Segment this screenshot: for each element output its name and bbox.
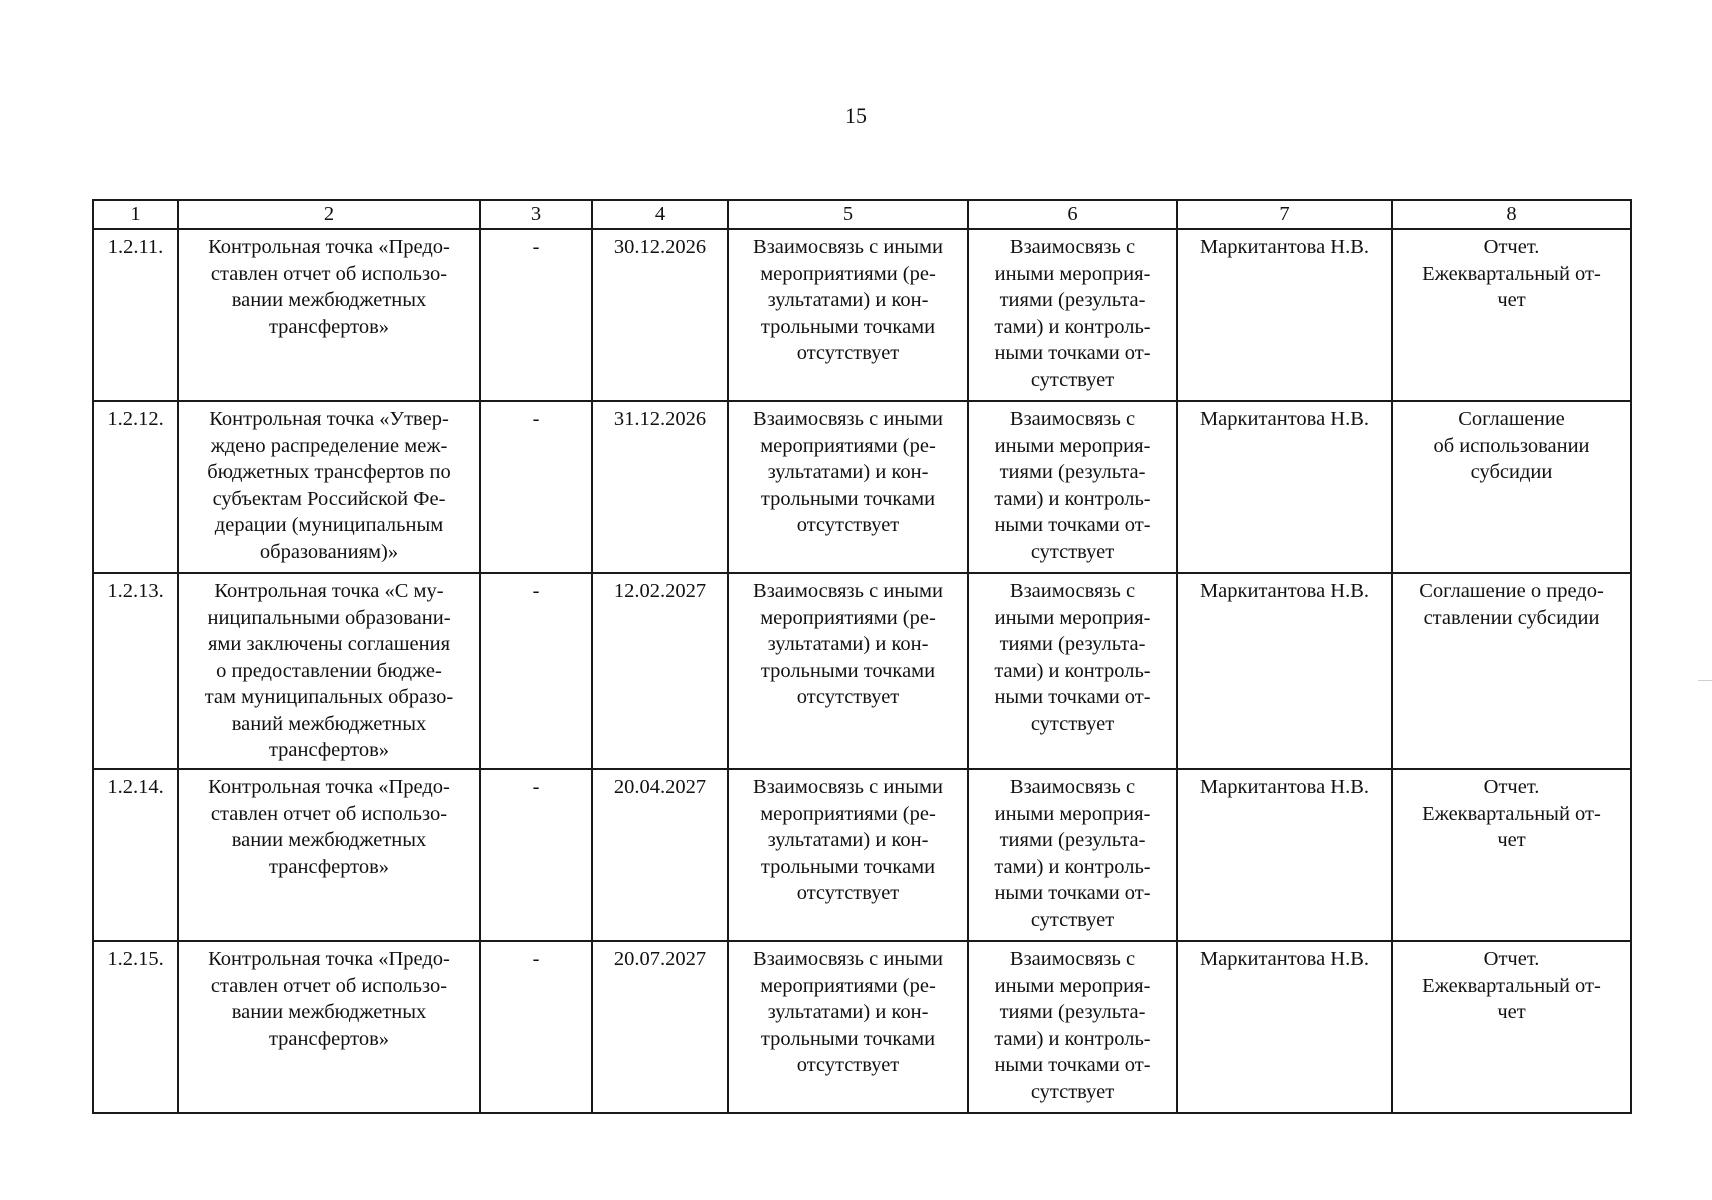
column-3-value: - — [480, 941, 592, 1113]
relation-results-line: Взаимосвязь с — [1009, 948, 1136, 970]
relation-results-line: сутствует — [1030, 712, 1115, 735]
relation-results-line: Взаимосвязь с — [1009, 236, 1136, 258]
due-date: 20.07.2027 — [592, 941, 728, 1113]
responsible-person: Маркитантова Н.В. — [1177, 573, 1392, 769]
table-header-row — [93, 200, 1631, 229]
relation-results-line: тами) и контроль- — [994, 1027, 1151, 1050]
item-name-line: трансфертов» — [268, 739, 390, 761]
result-document — [1392, 941, 1631, 1113]
column-3-value: - — [480, 401, 592, 573]
result-document-line: субсидии — [1470, 461, 1553, 483]
relation-results-line: ными точками от- — [994, 342, 1151, 364]
relation-results-line: тами) и контроль- — [994, 487, 1151, 510]
relation-measures-line: трольными точками — [760, 659, 936, 682]
relation-results-line: иными мероприя- — [994, 434, 1151, 457]
relation-measures-line: мероприятиями (ре- — [760, 606, 936, 629]
item-name-line: дерации (муниципальным — [214, 514, 444, 536]
relation-results-line: иными мероприя- — [994, 974, 1151, 997]
header-col-1: 1 — [93, 200, 178, 229]
relation-measures-line: отсутствует — [796, 1054, 900, 1076]
header-col-3: 3 — [480, 200, 592, 229]
item-name-line: Контрольная точка «Утвер- — [209, 408, 449, 430]
due-date: 31.12.2026 — [592, 401, 728, 573]
relation-results-line: иными мероприя- — [994, 802, 1151, 825]
item-name-line: вании межбюджетных — [231, 289, 427, 311]
relation-measures — [728, 769, 968, 941]
header-col-5: 5 — [728, 200, 968, 229]
table-row — [93, 769, 1631, 941]
result-document — [1392, 769, 1631, 941]
item-name — [178, 401, 480, 573]
result-document — [1392, 401, 1631, 573]
result-document-line: ставлении субсидии — [1423, 606, 1600, 629]
relation-results-line: Взаимосвязь с — [1009, 580, 1136, 602]
relation-results-line: тами) и контроль- — [994, 315, 1151, 338]
relation-measures — [728, 573, 968, 769]
relation-measures-line: Взаимосвязь с иными — [753, 236, 943, 258]
relation-results-line: тиями (результа- — [999, 633, 1146, 655]
item-name — [178, 573, 480, 769]
result-document-line: Ежеквартальный от- — [1422, 262, 1601, 285]
item-name — [178, 769, 480, 941]
result-document-line: Ежеквартальный от- — [1422, 802, 1601, 825]
result-document-line: чет — [1497, 289, 1526, 311]
relation-measures-line: Взаимосвязь с иными — [753, 776, 943, 798]
item-name-line: вании межбюджетных — [231, 1001, 427, 1023]
header-col-4: 4 — [592, 200, 728, 229]
column-3-value: - — [480, 229, 592, 401]
relation-results-line: Взаимосвязь с — [1009, 408, 1136, 430]
relation-results-line: иными мероприя- — [994, 262, 1151, 285]
item-number: 1.2.11. — [93, 229, 178, 401]
relation-results — [968, 941, 1177, 1113]
item-name-line: ниципальными образовани- — [207, 606, 451, 629]
relation-results — [968, 229, 1177, 401]
item-name-line: вании межбюджетных — [231, 829, 427, 851]
relation-results-line: иными мероприя- — [994, 606, 1151, 629]
header-col-7: 7 — [1177, 200, 1392, 229]
relation-measures-line: трольными точками — [760, 487, 936, 510]
item-name-line: бюджетных трансфертов по — [207, 461, 451, 483]
item-name-line: образованиям)» — [259, 540, 399, 563]
result-document-line: Отчет. — [1483, 776, 1540, 798]
responsible-person: Маркитантова Н.В. — [1177, 769, 1392, 941]
item-name — [178, 229, 480, 401]
column-3-value: - — [480, 573, 592, 769]
result-document-line: чет — [1497, 829, 1526, 851]
relation-measures-line: зультатами) и кон- — [767, 633, 929, 655]
relation-measures-line: Взаимосвязь с иными — [753, 948, 943, 970]
result-document-line: Отчет. — [1483, 948, 1540, 970]
table-body — [93, 229, 1631, 1113]
table-row — [93, 229, 1631, 401]
item-number: 1.2.13. — [93, 573, 178, 769]
item-name-line: ждено распределение меж- — [210, 434, 448, 457]
relation-results-line: тиями (результа- — [999, 289, 1146, 311]
responsible-person: Маркитантова Н.В. — [1177, 229, 1392, 401]
relation-measures-line: трольными точками — [760, 855, 936, 878]
item-name-line: Контрольная точка «Предо- — [208, 776, 450, 798]
due-date: 30.12.2026 — [592, 229, 728, 401]
relation-results-line: ными точками от- — [994, 1054, 1151, 1076]
relation-measures-line: зультатами) и кон- — [767, 829, 929, 851]
relation-measures-line: отсутствует — [796, 342, 900, 364]
relation-measures-line: трольными точками — [760, 315, 936, 338]
header-col-2: 2 — [178, 200, 480, 229]
relation-results-line: сутствует — [1030, 1080, 1115, 1103]
result-document-line: Соглашение о предо- — [1419, 580, 1604, 602]
result-document-line: чет — [1497, 1001, 1526, 1023]
item-name-line: о предоставлении бюдже- — [216, 659, 442, 682]
relation-results-line: тиями (результа- — [999, 461, 1146, 483]
item-name-line: Контрольная точка «Предо- — [208, 948, 450, 970]
result-document-line: Ежеквартальный от- — [1422, 974, 1601, 997]
item-number: 1.2.15. — [93, 941, 178, 1113]
relation-measures-line: Взаимосвязь с иными — [753, 408, 943, 430]
responsible-person: Маркитантова Н.В. — [1177, 401, 1392, 573]
relation-results — [968, 573, 1177, 769]
relation-results-line: сутствует — [1030, 540, 1115, 563]
relation-results — [968, 401, 1177, 573]
result-document-line: Соглашение — [1458, 408, 1565, 430]
relation-results-line: Взаимосвязь с — [1009, 776, 1136, 798]
item-name-line: трансфертов» — [268, 1027, 390, 1050]
relation-results-line: ными точками от- — [994, 686, 1151, 708]
relation-measures — [728, 401, 968, 573]
item-name-line: трансфертов» — [268, 315, 390, 338]
relation-results-line: ными точками от- — [994, 882, 1151, 904]
relation-measures-line: мероприятиями (ре- — [760, 434, 936, 457]
page-number: 15 — [845, 103, 867, 128]
table-row — [93, 401, 1631, 573]
relation-measures-line: Взаимосвязь с иными — [753, 580, 943, 602]
relation-results-line: тиями (результа- — [999, 829, 1146, 851]
item-name-line: Контрольная точка «С му- — [214, 580, 444, 602]
control-points-table — [92, 199, 1632, 1114]
item-number: 1.2.12. — [93, 401, 178, 573]
relation-results-line: сутствует — [1030, 368, 1115, 391]
item-name-line: ставлен отчет об использо- — [210, 262, 448, 285]
relation-results-line: тами) и контроль- — [994, 855, 1151, 878]
relation-measures-line: мероприятиями (ре- — [760, 802, 936, 825]
item-name-line: субъектам Российской Фе- — [212, 487, 446, 510]
item-name-line: Контрольная точка «Предо- — [208, 236, 450, 258]
responsible-person: Маркитантова Н.В. — [1177, 941, 1392, 1113]
column-3-value: - — [480, 769, 592, 941]
result-document — [1392, 229, 1631, 401]
item-name-line: ваний межбюджетных — [231, 712, 427, 735]
due-date: 20.04.2027 — [592, 769, 728, 941]
relation-measures — [728, 229, 968, 401]
relation-measures-line: трольными точками — [760, 1027, 936, 1050]
result-document-line: Отчет. — [1483, 236, 1540, 258]
scan-edge-mark — [1698, 680, 1712, 681]
relation-measures-line: отсутствует — [796, 514, 900, 536]
relation-measures-line: мероприятиями (ре- — [760, 262, 936, 285]
relation-measures-line: отсутствует — [796, 686, 900, 708]
relation-results — [968, 769, 1177, 941]
item-name-line: ями заключены соглашения — [208, 633, 450, 655]
relation-results-line: сутствует — [1030, 908, 1115, 931]
relation-measures — [728, 941, 968, 1113]
item-number: 1.2.14. — [93, 769, 178, 941]
due-date: 12.02.2027 — [592, 573, 728, 769]
item-name — [178, 941, 480, 1113]
item-name-line: трансфертов» — [268, 855, 390, 878]
relation-measures-line: мероприятиями (ре- — [760, 974, 936, 997]
item-name-line: ставлен отчет об использо- — [210, 802, 448, 825]
relation-measures-line: зультатами) и кон- — [767, 1001, 929, 1023]
item-name-line: там муниципальных образо- — [204, 686, 454, 708]
result-document — [1392, 573, 1631, 769]
item-name-line: ставлен отчет об использо- — [210, 974, 448, 997]
relation-measures-line: отсутствует — [796, 882, 900, 904]
table-row — [93, 941, 1631, 1113]
result-document-line: об использовании — [1433, 434, 1590, 457]
relation-results-line: тиями (результа- — [999, 1001, 1146, 1023]
header-col-8: 8 — [1392, 200, 1631, 229]
table-row — [93, 573, 1631, 769]
relation-results-line: ными точками от- — [994, 514, 1151, 536]
relation-results-line: тами) и контроль- — [994, 659, 1151, 682]
relation-measures-line: зультатами) и кон- — [767, 289, 929, 311]
header-col-6: 6 — [968, 200, 1177, 229]
relation-measures-line: зультатами) и кон- — [767, 461, 929, 483]
